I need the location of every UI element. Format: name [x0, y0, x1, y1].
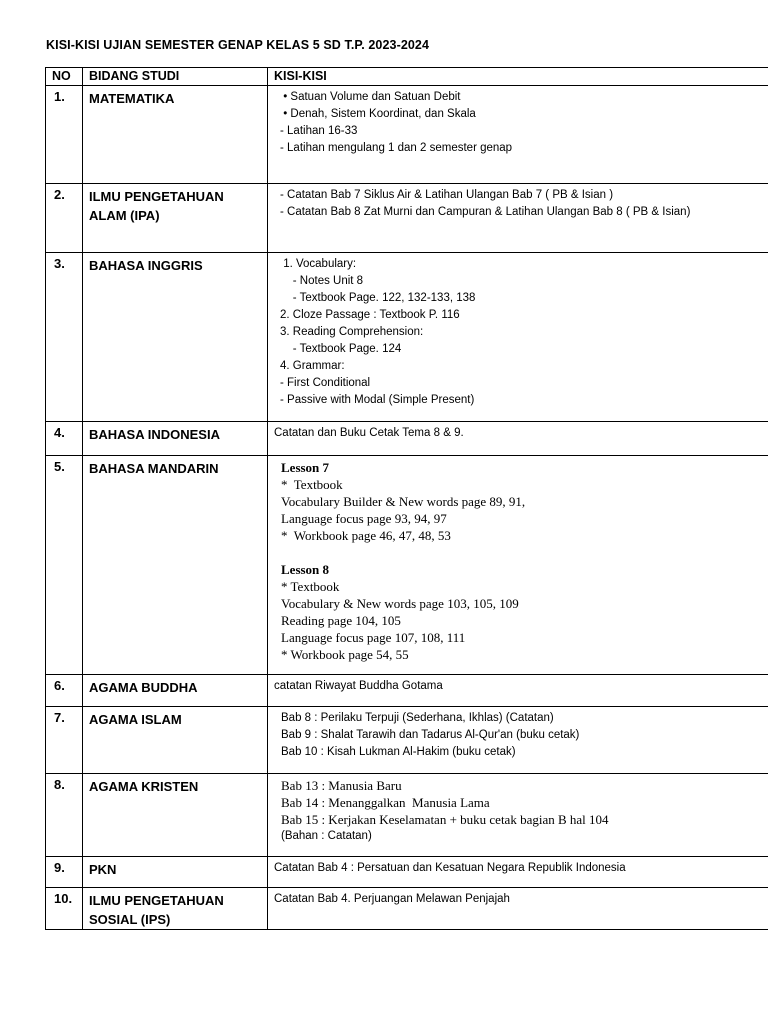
content-line: Language focus page 107, 108, 111 — [281, 630, 466, 645]
content-line: (Bahan : Catatan) — [281, 830, 372, 842]
content-line: - Catatan Bab 7 Siklus Air & Latihan Ulangan Bab 7 ( PB & Isian ) — [280, 189, 614, 201]
content-line: - Textbook Page. 122, 132-133, 138 — [280, 292, 476, 304]
content-line: Language focus page 93, 94, 97 — [281, 511, 447, 526]
subject-name: BAHASA INGGRIS — [83, 253, 268, 422]
content-line: Vocabulary & New words page 103, 105, 109 — [281, 596, 519, 611]
kisi-kisi-cell — [268, 857, 768, 888]
kisi-kisi-cell — [268, 774, 768, 857]
content-line: Bab 14 : Menanggalkan Manusia Lama — [281, 795, 490, 810]
table-row — [46, 456, 768, 675]
blank-line — [281, 544, 768, 561]
content-line: - First Conditional — [280, 377, 371, 389]
table-row — [46, 857, 768, 888]
content-line: Vocabulary Builder & New words page 89, 91, — [281, 494, 526, 509]
row-number: 7. — [46, 707, 83, 774]
content-line: Catatan Bab 4. Perjuangan Melawan Penjajah — [274, 893, 510, 905]
table-row — [46, 707, 768, 774]
subject-name: PKN — [83, 857, 268, 888]
kisi-kisi-table — [45, 67, 768, 930]
subject-name: AGAMA ISLAM — [83, 707, 268, 774]
content-line: * Textbook — [281, 477, 343, 492]
content-line: Catatan Bab 4 : Persatuan dan Kesatuan Negara Republik Indonesia — [274, 862, 626, 874]
content-line: Bab 15 : Kerjakan Keselamatan + buku cetak bagian B hal 104 — [281, 812, 609, 827]
content-line: * Workbook page 46, 47, 48, 53 — [281, 528, 451, 543]
content-line: 1. Vocabulary: — [280, 258, 357, 270]
subject-name: AGAMA KRISTEN — [83, 774, 268, 857]
content-line: * Textbook — [281, 579, 340, 594]
content-line: - Latihan mengulang 1 dan 2 semester genap — [280, 142, 513, 154]
row-number: 9. — [46, 857, 83, 888]
content-line: - Passive with Modal (Simple Present) — [280, 394, 475, 406]
table-header-row — [46, 68, 768, 86]
row-number: 1. — [46, 86, 83, 184]
subject-name: AGAMA BUDDHA — [83, 675, 268, 707]
content-line: 4. Grammar: — [280, 360, 345, 372]
header-kisi-kisi: KISI-KISI — [268, 68, 768, 86]
table-row — [46, 888, 768, 930]
kisi-kisi-cell — [268, 456, 768, 675]
row-number: 6. — [46, 675, 83, 707]
lesson-heading: Lesson 7 — [281, 460, 330, 475]
kisi-kisi-cell — [268, 184, 768, 253]
row-number: 5. — [46, 456, 83, 675]
content-line: catatan Riwayat Buddha Gotama — [274, 680, 443, 692]
table-row — [46, 86, 768, 184]
row-number: 2. — [46, 184, 83, 253]
content-line: - Latihan 16-33 — [280, 125, 358, 137]
kisi-kisi-cell — [268, 253, 768, 422]
content-line: 2. Cloze Passage : Textbook P. 116 — [280, 309, 460, 321]
kisi-kisi-cell — [268, 86, 768, 184]
content-line: 3. Reading Comprehension: — [280, 326, 424, 338]
document-title: KISI-KISI UJIAN SEMESTER GENAP KELAS 5 SD T.P. 2023-2024 — [46, 38, 430, 52]
row-number: 10. — [46, 888, 83, 930]
kisi-kisi-cell — [268, 675, 768, 707]
kisi-kisi-cell — [268, 707, 768, 774]
row-number: 8. — [46, 774, 83, 857]
table-row — [46, 422, 768, 456]
subject-name: ILMU PENGETAHUAN ALAM (IPA) — [83, 184, 268, 253]
content-line: Bab 10 : Kisah Lukman Al-Hakim (buku cetak) — [281, 746, 516, 758]
lesson-heading: Lesson 8 — [281, 562, 330, 577]
subject-name: ILMU PENGETAHUAN SOSIAL (IPS) — [83, 888, 268, 930]
table-row — [46, 253, 768, 422]
kisi-kisi-cell — [268, 422, 768, 456]
content-line: Bab 13 : Manusia Baru — [281, 778, 402, 793]
subject-name: BAHASA INDONESIA — [83, 422, 268, 456]
content-line: • Denah, Sistem Koordinat, dan Skala — [280, 108, 476, 120]
content-line: Bab 8 : Perilaku Terpuji (Sederhana, Ikhlas) (Catatan) — [281, 712, 554, 724]
header-no: NO — [46, 68, 83, 86]
table-row — [46, 774, 768, 857]
content-line: - Notes Unit 8 — [280, 275, 364, 287]
content-line: Catatan dan Buku Cetak Tema 8 & 9. — [274, 427, 464, 439]
subject-name: MATEMATIKA — [83, 86, 268, 184]
content-line: * Workbook page 54, 55 — [281, 647, 409, 662]
content-line: • Satuan Volume dan Satuan Debit — [280, 91, 461, 103]
row-number: 3. — [46, 253, 83, 422]
content-line: Bab 9 : Shalat Tarawih dan Tadarus Al-Qur'an (buku cetak) — [281, 729, 580, 741]
header-subject: BIDANG STUDI — [83, 68, 268, 86]
content-line: - Textbook Page. 124 — [280, 343, 402, 355]
row-number: 4. — [46, 422, 83, 456]
content-line: Reading page 104, 105 — [281, 613, 401, 628]
table-row — [46, 184, 768, 253]
subject-name: BAHASA MANDARIN — [83, 456, 268, 675]
kisi-kisi-cell — [268, 888, 768, 930]
table-row — [46, 675, 768, 707]
content-line: - Catatan Bab 8 Zat Murni dan Campuran & Latihan Ulangan Bab 8 ( PB & Isian) — [280, 206, 691, 218]
